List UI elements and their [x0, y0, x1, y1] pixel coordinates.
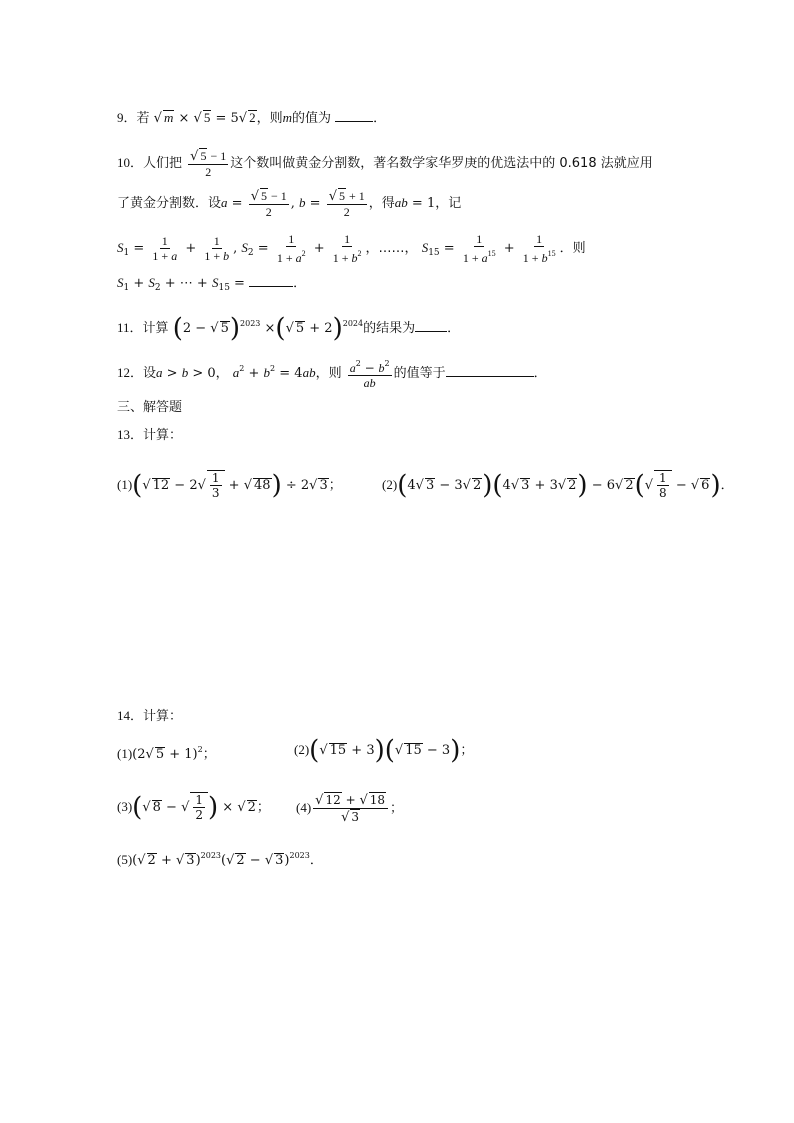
question-13-parts: (1)(√ 12 − 2√ $\frac{1}{3}$ + √ 48) ÷ 2√ 3； (2)(4√ 3 − 3√ 2)(4√ 3 + 3√ 2) − 6√ 2(√ $\frac{1}{8}$ − √ 6)．	[117, 470, 734, 501]
answer-blank[interactable]	[446, 364, 534, 377]
answer-blank[interactable]	[249, 274, 293, 287]
question-14-part-3: (3)(√ 8 − √ $\frac{1}{2}$ ) × √ 2；	[117, 792, 270, 823]
question-9: 9．若 √ m × √ 5 = 5√ 2，则m的值为 ．	[117, 110, 387, 126]
answer-blank[interactable]	[415, 319, 447, 332]
section-heading: 三、解答题	[117, 400, 183, 415]
question-14-part-2: (2)(√ 15 + 3)(√ 15 − 3)；	[294, 735, 474, 766]
answer-blank[interactable]	[335, 109, 373, 122]
question-14-part-5: (5)(√ 2 + √ 3)$^{2023}$(√ 2 − √ 3)$^{2023}$．	[117, 851, 323, 868]
question-14: 14．计算：	[117, 708, 183, 724]
question-14-part-4: (4) $\frac{√ 12 + √ 18}{√ 3}$ ；	[296, 793, 404, 825]
question-12: 12．设a > b > 0， $a^2 + b^2 = 4ab$，则 $\frac{a^2 - b^2}{ab}$ 的值等于 ．	[117, 359, 547, 390]
question-10-line-4: $S_1 + S_2$ + ⋯ + $S_{15}$ = ．	[117, 275, 307, 293]
question-14-part-1: (1)(2√ 5 + 1)$^2$；	[117, 745, 216, 762]
question-10-line-2: 了黄金分割数．设a = $\frac{√ 5 - 1}{2}$ , b = $\frac{√ 5 + 1}{2}$ ，得ab = 1，记	[117, 189, 462, 219]
question-11: 11．计算 (2 − √ 5)$^{2023}$ ×(√ 5 + 2)$^{2024}$的结果为 ．	[117, 313, 461, 344]
question-13: 13．计算：	[117, 427, 183, 443]
question-10-line-1: 10．人们把 $\frac{√ 5 - 1}{2}$ 这个数叫做黄金分割数，著名数学家华罗庚的优选法中的 0.618 法就应用	[117, 149, 653, 179]
question-10-line-3: $S_1$ = $\frac{1}{1 + a}$ + $\frac{1}{1 + b}$ , $S_2$ = $\frac{1}{1 + a^2}$ + $\frac{1}{1 + b^2}$ ，……， $S_{15}$ = $\frac{1}{1 + a^{15}}$ + $\frac{1}{1 + b^{15}}$ ．则	[117, 232, 586, 265]
